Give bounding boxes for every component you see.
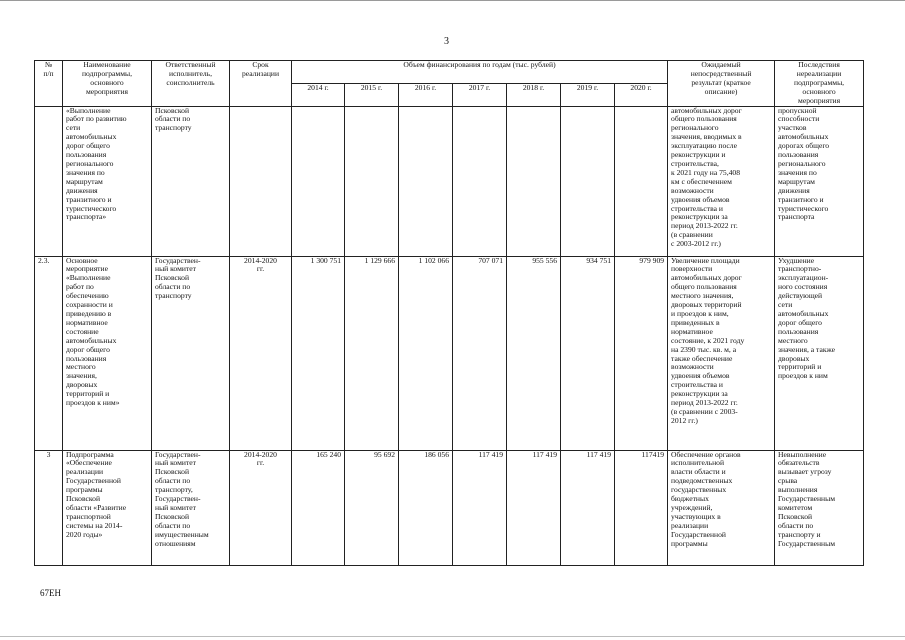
header-year: 2018 г. [507, 83, 561, 106]
cell-amount [345, 106, 399, 256]
page-number: 3 [444, 36, 449, 47]
cell-term [230, 106, 292, 256]
cell-amount: 186 056 [399, 450, 453, 565]
cell-term: 2014-2020 гг. [230, 256, 292, 450]
cell-amount: 979 909 [615, 256, 668, 450]
cell-amount [399, 106, 453, 256]
cell-name: «Выполнение работ по развитию сети автомобильных дорог общего пользования регионального значения по маршрутам движения транзитного и туристического транспорта» [63, 106, 152, 256]
cell-amount [453, 106, 507, 256]
scan-edge-top [0, 0, 905, 1]
header-finance: Объем финансирования по годам (тыс. рублей) [292, 61, 668, 84]
cell-amount [561, 106, 615, 256]
financing-table [34, 60, 864, 566]
header-year: 2016 г. [399, 83, 453, 106]
cell-num: 2.3. [35, 256, 63, 450]
header-year: 2014 г. [292, 83, 345, 106]
header-term: Срок реализации [230, 61, 292, 107]
cell-consequences: Ухудшение транспортно- эксплуатацион- ного состояния действующей сети автомобильных дорог общего пользования местного значения, а также дворовых территорий и проездов к ним [775, 256, 864, 450]
cell-num: 3 [35, 450, 63, 565]
cell-amount: 95 692 [345, 450, 399, 565]
cell-amount [292, 106, 345, 256]
header-responsible: Ответственный исполнитель, соисполнитель [152, 61, 230, 107]
header-year: 2020 г. [615, 83, 668, 106]
header-name: Наименование подпрограммы, основного мероприятия [63, 61, 152, 107]
table-row [35, 256, 864, 450]
cell-term: 2014-2020 гг. [230, 450, 292, 565]
cell-consequences: пропускной способности участков автомобильных дорогах общего пользования регионального значения по маршрутам движения транзитного и туристического транспорта [775, 106, 864, 256]
header-num: № п/п [35, 61, 63, 107]
cell-amount: 117419 [615, 450, 668, 565]
cell-amount: 1 129 666 [345, 256, 399, 450]
cell-responsible: Государствен- ный комитет Псковской области по транспорту [152, 256, 230, 450]
footer-code: 67ЕН [40, 588, 61, 598]
scan-edge-bottom [0, 636, 905, 637]
cell-amount: 1 300 751 [292, 256, 345, 450]
cell-amount [615, 106, 668, 256]
header-year: 2019 г. [561, 83, 615, 106]
table-row [35, 106, 864, 256]
cell-name: Подпрограмма «Обеспечение реализации Государственной программы Псковской области «Развитие транспортной системы на 2014- 2020 годы» [63, 450, 152, 565]
header-year: 2015 г. [345, 83, 399, 106]
cell-result: автомобильных дорог общего пользования регионального значения, вводимых в эксплуатацию после реконструкции и строительства, к 2021 году на 75,408 км с обеспеченнем возможности удвоения объемов строительства и реконструкции за период 2013-2022 гг. (в сравнении с 2003-2012 гг.) [668, 106, 775, 256]
header-consequences: Последствия нереализации подпрограммы, основного мероприятия [775, 61, 864, 107]
cell-amount: 165 240 [292, 450, 345, 565]
cell-amount: 707 071 [453, 256, 507, 450]
header-result: Ожидаемый непосредственный результат (краткое описание) [668, 61, 775, 107]
table-row [35, 450, 864, 565]
cell-name: Основное мероприятие «Выполнение работ по обеспечению сохранности и приведению в нормативное состояние автомобильных дорог общего пользования местного значения, дворовых территорий и проездов к ним» [63, 256, 152, 450]
cell-result: Обеспечение органов исполнительной власти области и подведомственных государственных бюджетных учреждений, участвующих в реализации Государственной программы [668, 450, 775, 565]
cell-amount: 117 419 [507, 450, 561, 565]
cell-amount [507, 106, 561, 256]
cell-responsible: Государствен- ный комитет Псковской области по транспорту, Государствен- ный комитет Псковской области по имущественным отношениям [152, 450, 230, 565]
cell-num [35, 106, 63, 256]
cell-amount: 117 419 [561, 450, 615, 565]
cell-result: Увеличение площади поверхности автомобильных дорог общего пользования местного значения, дворовых территорий и проездов к ним, приведенных в нормативное состояние, к 2021 году на 2390 тыс. кв. м, а также обеспечение возможности удвоения объемов строительства и реконструкции за период 2013-2022 гг. (в сравнении с 2003- 2012 гг.) [668, 256, 775, 450]
header-year: 2017 г. [453, 83, 507, 106]
cell-amount: 117 419 [453, 450, 507, 565]
cell-amount: 955 556 [507, 256, 561, 450]
cell-amount: 934 751 [561, 256, 615, 450]
cell-amount: 1 102 066 [399, 256, 453, 450]
cell-responsible: Псковской области по транспорту [152, 106, 230, 256]
cell-consequences: Невыполнение обязательств вызывает угрозу срыва выполнения Государственным комитетом Псковской области по транспорту и Государственным [775, 450, 864, 565]
